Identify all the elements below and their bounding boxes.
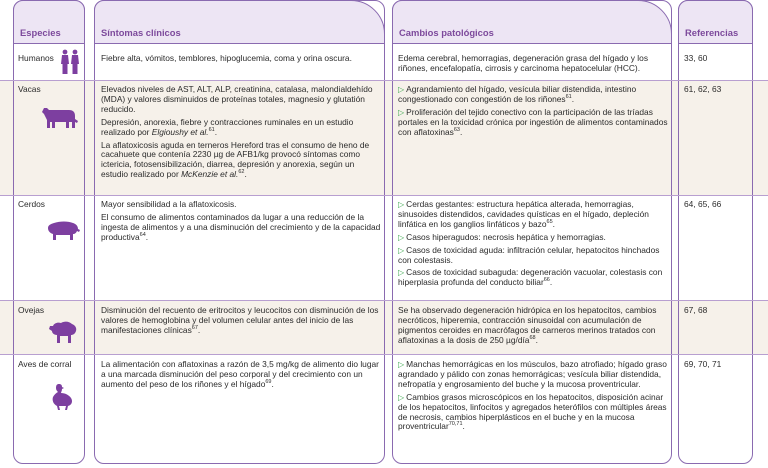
changes-cell: [398, 54, 670, 77]
change-text: Casos de toxicidad aguda: infiltración celular, hepatocitos hinchados con colestasis.: [398, 244, 660, 265]
change-bullet: [398, 246, 670, 266]
changes-cell: [398, 85, 670, 141]
change-text: Manchas hemorrágicas en los músculos, bazo atrofiado; hígado graso agrandado y pálido con zonas hemorrágicas; vesícula biliar distendida, nefropatía y engrosamiento del buche y la mucosa proventricular.: [398, 359, 667, 389]
symptoms-cell: [101, 360, 383, 393]
species-label: Cerdos: [18, 199, 45, 209]
change-bullet: ▷ Agrandamiento del hígado, vesícula biliar distendida, intestino congestionado con congestión de los riñones$^{61}$.: [398, 84, 637, 104]
symptoms-cell: [101, 200, 383, 246]
changes-cell: [398, 306, 670, 349]
symptoms-cell: [101, 85, 383, 183]
symptoms-cell: [101, 54, 381, 67]
header-refs: Referencias: [678, 0, 753, 44]
row-divider: [0, 354, 768, 355]
header-changes: Cambios patológicos: [392, 0, 672, 44]
change-bullet: [398, 233, 670, 243]
change-text: Casos hiperagudos: necrosis hepática y hemorragias.: [406, 231, 606, 242]
change-text: Se ha observado degeneración hidrópica en los hepatocitos, cambios necróticos, hiperemia, contracción sinusoidal con acumulación de pigmentos ceroides en macrófagos de carneros merinos tratados con aflatoxinas a la dosis de 250 µg/día$^{68}$.: [398, 305, 657, 345]
bullet-arrow-icon: ▷: [398, 85, 405, 94]
refs-cell: 69, 70, 71: [684, 359, 722, 369]
bullet-arrow-icon: ▷: [398, 200, 405, 209]
bullet-arrow-icon: ▷: [398, 392, 405, 402]
bullet-arrow-icon: ▷: [398, 360, 405, 369]
symptom-text: Mayor sensibilidad a la aflatoxicosis.: [101, 199, 237, 209]
species-label: Aves de corral: [18, 359, 72, 369]
symptom-text: Elevados niveles de AST, ALT, ALP, creatinina, catalasa, malondialdehído (MDA) y valores disminuidos de proteínas totales, magnesio y glutatión reducido.: [101, 84, 373, 114]
pig-icon: [46, 220, 80, 240]
change-bullet: ▷ Proliferación del tejido conectivo con la participación de las tríadas portales en la toxicidad crónica por ingestión de alimentos contaminados con aflatoxinas$^{63}$.: [398, 106, 668, 137]
change-bullet: ▷ Casos de toxicidad subaguda: degeneración vacuolar, colestasis con hiperplasia profunda del conducto biliar$^{66}$.: [398, 267, 663, 288]
symptom-text: Depresión, anorexia, fiebre y contracciones ruminales en un estudio realizado por Elgioushy et al.$^{61}$.: [101, 116, 354, 137]
header-species: Especies: [13, 0, 85, 44]
change-bullet: [398, 360, 670, 390]
bullet-arrow-icon: ▷: [398, 107, 405, 117]
change-bullet: ▷ Cerdas gestantes: estructura hepática alterada, hemorragias, sinusoides distendidos, cavidades quísticas en el hígado, depleción linfática en los ganglios linfáticos y bazo$^{65}$.: [398, 199, 649, 229]
human-figures-icon: [60, 49, 80, 75]
row-divider: [0, 80, 768, 81]
cow-icon: [42, 103, 80, 129]
changes-cell: [398, 360, 670, 435]
bullet-arrow-icon: ▷: [398, 232, 405, 242]
chicken-icon: [50, 383, 74, 411]
bullet-arrow-icon: ▷: [398, 268, 405, 278]
species-label: Humanos: [18, 53, 54, 63]
refs-cell: 33, 60: [684, 53, 708, 63]
symptom-text: La aflatoxicosis aguda en terneros Hereford tras el consumo de heno de cacahuete que contenía 2230 µg de AFB1/kg provocó síntomas como ictericia, fotosensibilización, diarrea, depresión y anorexia, según un estudio realizado por McKenzie et al.$^{62}$.: [101, 139, 370, 180]
symptom-text: Fiebre alta, vómitos, temblores, hipoglucemia, coma y orina oscura.: [101, 53, 352, 63]
sheep-icon: [48, 320, 78, 344]
column-frame-refs: [678, 0, 753, 464]
species-label: Vacas: [18, 84, 41, 94]
row-divider: [0, 300, 768, 301]
row-divider: [0, 195, 768, 196]
symptom-text: El consumo de alimentos contaminados da lugar a una reducción de la ingesta de alimentos y a una disminución del crecimiento y de la capacidad productiva$^{64}$.: [101, 211, 381, 242]
symptom-text: La alimentación con aflatoxinas a razón de 3,5 mg/kg de alimento dio lugar a una marcada disminución del peso corporal y del crecimiento con un aumento del peso de los riñones y el hígado$^{69}$.: [101, 359, 379, 389]
changes-cell: [398, 200, 670, 291]
species-label: Ovejas: [18, 305, 45, 315]
refs-cell: 64, 65, 66: [684, 199, 722, 209]
symptom-text: Disminución del recuento de eritrocitos y leucocitos con disminución de los valores de hemoglobina y del volumen celular antes del inicio de las manifestaciones clínicas$^{67}$.: [101, 305, 379, 335]
refs-cell: 67, 68: [684, 305, 708, 315]
symptoms-cell: [101, 306, 383, 339]
header-symptoms: Síntomas clínicos: [94, 0, 385, 44]
change-text: Edema cerebral, hemorragias, degeneración grasa del hígado y los riñones, encefalopatía, cirrosis y carcinoma hepatocelular (HCC).: [398, 53, 649, 73]
refs-cell: 61, 62, 63: [684, 84, 722, 94]
bullet-arrow-icon: ▷: [398, 245, 405, 255]
change-bullet: ▷ Cambios grasos microscópicos en los hepatocitos, disposición acinar de los hepatocitos, linfocitos y agregados heterófilos con múltiples áreas de necrosis, cambios hiperplásticos en el buche y en la mucosa proventricular$^{70,71}$.: [398, 391, 667, 432]
